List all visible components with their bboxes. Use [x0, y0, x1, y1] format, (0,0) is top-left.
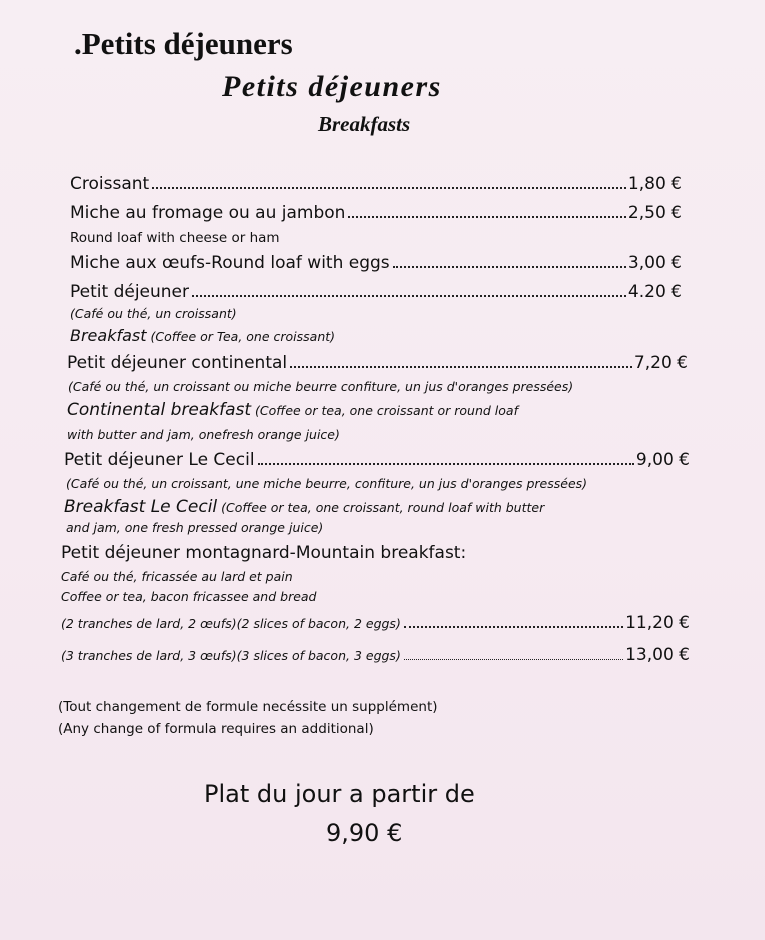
menu-option-2-slices: [61, 613, 690, 633]
item-price: 9,00 €: [635, 450, 690, 470]
item-price: 4.20 €: [627, 282, 682, 302]
menu-item-oeufs: [70, 253, 682, 273]
option-name: (2 tranches de lard, 2 œufs)(2 slices of bacon, 2 eggs): [61, 616, 401, 631]
leader-dots: [290, 366, 632, 368]
item-name: Petit déjeuner Le Cecil: [64, 450, 255, 470]
item-description-fr: (Café ou thé, un croissant ou miche beurre confiture, un jus d'oranges pressées): [68, 379, 574, 394]
item-name-en: Continental breakfast: [67, 400, 252, 420]
item-name-en: Breakfast Le Cecil: [64, 497, 218, 517]
note-fr: (Tout changement de formule necéssite un supplément): [58, 699, 438, 715]
leader-dots: [348, 216, 625, 218]
leader-dots: [258, 463, 634, 465]
item-price: 3,00 €: [627, 253, 682, 273]
item-name: Miche au fromage ou au jambon: [70, 203, 346, 223]
item-name: Petit déjeuner: [70, 282, 189, 302]
item-price: 1,80 €: [627, 174, 682, 194]
leader-dots: [393, 266, 626, 268]
item-description-fr: Café ou thé, fricassée au lard et pain: [61, 569, 293, 584]
menu-item-continental: [67, 353, 688, 373]
leader-dots: [404, 626, 623, 628]
option-price: 11,20 €: [625, 613, 690, 633]
note-en: (Any change of formula requires an additional): [58, 721, 374, 737]
item-description-en: [67, 400, 518, 420]
item-description-en: Coffee or tea, bacon fricassee and bread: [61, 589, 317, 604]
item-description-en-text: (Coffee or Tea, one croissant): [146, 329, 336, 344]
item-description-en-cont: with butter and jam, onefresh orange juice): [67, 427, 340, 442]
item-price: 2,50 €: [627, 203, 682, 223]
option-name: (3 tranches de lard, 3 œufs)(3 slices of bacon, 3 eggs): [61, 648, 401, 663]
item-name-en: Breakfast: [70, 326, 147, 345]
page-subtitle-english: Breakfasts: [318, 112, 411, 136]
item-description-en: Round loaf with cheese or ham: [70, 230, 280, 246]
leader-dots: [404, 659, 623, 660]
item-price: 7,20 €: [633, 353, 688, 373]
page-title: .Petits déjeuners: [74, 26, 293, 61]
item-description-fr: (Café ou thé, un croissant): [70, 306, 237, 321]
item-description-en-text: (Coffee or tea, one croissant or round loaf: [251, 403, 518, 418]
item-description-fr: (Café ou thé, un croissant, une miche beurre, confiture, un jus d'oranges pressées): [66, 476, 588, 491]
menu-item-montagnard: [61, 543, 466, 563]
item-description-en-text: (Coffee or tea, one croissant, round loaf with butter: [217, 500, 545, 515]
item-name: Petit déjeuner montagnard-Mountain breakfast:: [61, 543, 467, 563]
menu-item-miche: [70, 203, 682, 223]
menu-item-cecil: [64, 450, 690, 470]
item-name: Croissant: [70, 174, 150, 194]
item-description-en-cont: and jam, one fresh pressed orange juice): [66, 520, 324, 535]
page-subtitle-italic: Petits déjeuners: [222, 70, 442, 103]
menu-option-3-slices: [61, 645, 690, 665]
leader-dots: [152, 187, 626, 189]
menu-item-croissant: [70, 174, 682, 194]
menu-item-petit-dejeuner: [70, 282, 682, 302]
item-description-en: [64, 497, 544, 517]
item-name: Petit déjeuner continental: [67, 353, 288, 373]
item-description-en: [70, 326, 335, 345]
plat-du-jour-price: 9,90 €: [326, 819, 403, 847]
plat-du-jour-label: Plat du jour a partir de: [204, 780, 475, 808]
leader-dots: [192, 295, 626, 297]
option-price: 13,00 €: [625, 645, 690, 665]
item-name: Miche aux œufs-Round loaf with eggs: [70, 253, 390, 273]
